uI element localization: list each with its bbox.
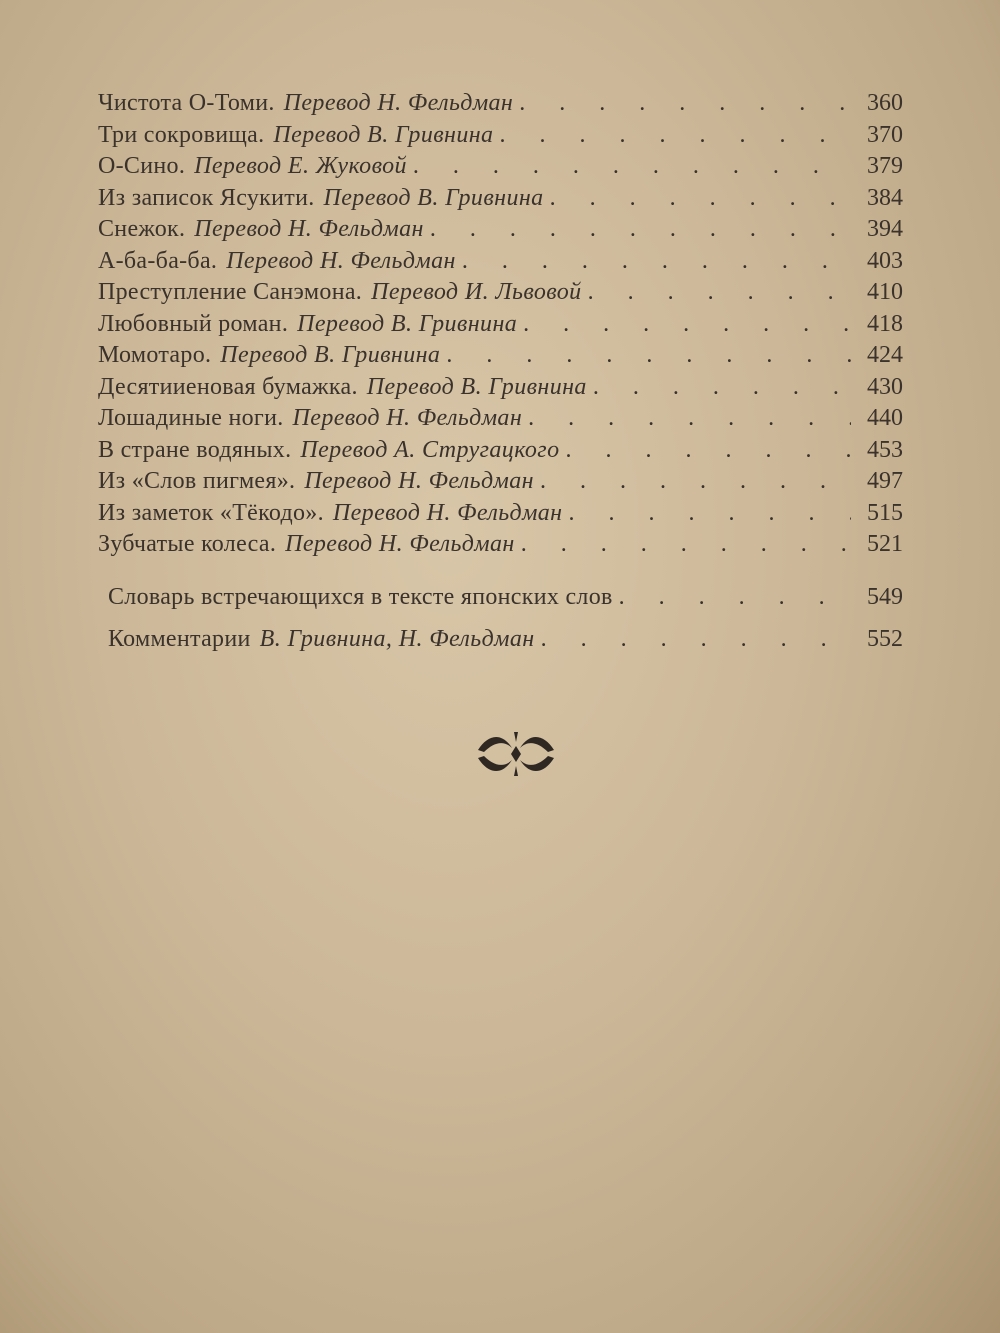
toc-entry-translator: Перевод В. Гривнина xyxy=(297,310,518,337)
toc-entry xyxy=(98,529,903,561)
dot-leader xyxy=(565,435,851,467)
dictionary-entry xyxy=(108,582,903,614)
dictionary-title: Словарь встречающихся в тексте японских слов xyxy=(108,584,613,610)
toc-entry-page: 360 xyxy=(867,90,903,116)
dictionary-page: 549 xyxy=(867,584,903,610)
dot-leader xyxy=(569,498,852,530)
toc-entry-page: 370 xyxy=(867,121,903,148)
toc-entry-translator: Перевод Н. Фельдман xyxy=(285,531,515,557)
toc-entry-title: Три сокровища. xyxy=(98,121,265,148)
toc-entry xyxy=(98,88,903,120)
toc-entry xyxy=(98,120,903,152)
toc-entry-title: А-ба-ба-ба. xyxy=(98,247,218,274)
toc-entry-translator: Перевод Н. Фельдман xyxy=(194,216,424,242)
toc-entry xyxy=(98,246,903,278)
toc-entry-page: 497 xyxy=(867,468,903,494)
toc-entry-translator: Перевод Н. Фельдман xyxy=(292,405,523,431)
dot-leader xyxy=(499,120,851,152)
commentary-authors: В. Гривнина, Н. Фельдман xyxy=(259,626,535,652)
dot-leader xyxy=(430,214,851,246)
toc-entry-title: Момотаро. xyxy=(98,342,212,368)
toc-entry-title: Снежок. xyxy=(98,216,186,242)
commentary-title: Комментарии xyxy=(108,626,251,652)
fleuron-icon xyxy=(476,726,556,782)
toc-entry-translator: Перевод Н. Фельдман xyxy=(283,90,514,116)
toc-entry xyxy=(108,582,903,614)
toc-entry-page: 410 xyxy=(867,279,903,305)
dot-leader xyxy=(519,88,851,120)
toc-entry-translator: Перевод В. Гривнина xyxy=(366,373,587,400)
toc-entry-page: 384 xyxy=(867,184,903,211)
toc-entry-page: 430 xyxy=(867,373,903,400)
toc-entry-page: 440 xyxy=(867,405,903,431)
toc-entry xyxy=(98,498,903,530)
dot-leader xyxy=(593,372,851,404)
toc-entry-title: Из «Слов пигмея». xyxy=(98,468,296,494)
toc-entry-translator: Перевод В. Гривнина xyxy=(220,342,441,368)
toc-entry-page: 403 xyxy=(867,247,903,274)
toc-entry xyxy=(98,214,903,246)
toc-entry-title: В стране водяных. xyxy=(98,436,292,463)
toc-entry-page: 418 xyxy=(867,310,903,337)
dot-leader xyxy=(540,466,851,498)
toc-entry-translator: Перевод Е. Жуковой xyxy=(194,153,407,179)
toc-entry-page: 453 xyxy=(867,436,903,463)
dot-leader xyxy=(446,340,851,372)
toc-entry-title: О-Сино. xyxy=(98,153,186,179)
toc-entry-title: Чистота О-Томи. xyxy=(98,90,275,116)
dot-leader xyxy=(523,309,851,341)
toc-entry xyxy=(98,403,903,435)
toc-entry-translator: Перевод Н. Фельдман xyxy=(332,499,563,526)
toc-entry-page: 379 xyxy=(867,153,903,179)
toc-entry xyxy=(98,372,903,404)
toc-entry-page: 515 xyxy=(867,499,903,526)
toc-entry xyxy=(98,309,903,341)
dot-leader xyxy=(619,582,851,614)
commentary-entry xyxy=(108,624,903,656)
toc-entry xyxy=(98,277,903,309)
toc-entry-translator: Перевод Н. Фельдман xyxy=(304,468,534,494)
toc-entry-translator: Перевод Н. Фельдман xyxy=(226,247,456,274)
dot-leader xyxy=(413,151,851,183)
toc-entry-page: 394 xyxy=(867,216,903,242)
toc-entry xyxy=(98,183,903,215)
dot-leader xyxy=(550,183,851,215)
toc-entry xyxy=(108,624,903,656)
toc-entry xyxy=(98,151,903,183)
commentary-page: 552 xyxy=(867,626,903,652)
dot-leader xyxy=(541,624,851,656)
dot-leader xyxy=(588,277,851,309)
toc-entry-title: Из записок Ясукити. xyxy=(98,184,315,211)
toc-entry-title: Преступление Санэмона. xyxy=(98,279,363,305)
toc-entry-translator: Перевод В. Гривнина xyxy=(323,184,544,211)
toc-entry-translator: Перевод В. Гривнина xyxy=(273,121,494,148)
toc-entry-page: 424 xyxy=(867,342,903,368)
dot-leader xyxy=(521,529,851,561)
dot-leader xyxy=(462,246,851,278)
toc-entry-title: Лошадиные ноги. xyxy=(98,405,284,431)
toc-entry xyxy=(98,435,903,467)
toc-entry xyxy=(98,340,903,372)
toc-entry-translator: Перевод А. Стругацкого xyxy=(300,436,560,463)
toc-entry xyxy=(98,466,903,498)
dot-leader xyxy=(528,403,851,435)
table-of-contents xyxy=(98,88,903,561)
toc-entry-translator: Перевод И. Львовой xyxy=(371,279,582,305)
toc-entry-title: Десятииеновая бумажка. xyxy=(98,373,358,400)
toc-entry-page: 521 xyxy=(867,531,903,557)
toc-entry-title: Зубчатые колеса. xyxy=(98,531,277,557)
toc-entry-title: Любовный роман. xyxy=(98,310,289,337)
toc-entry-title: Из заметок «Тёкодо». xyxy=(98,499,324,526)
